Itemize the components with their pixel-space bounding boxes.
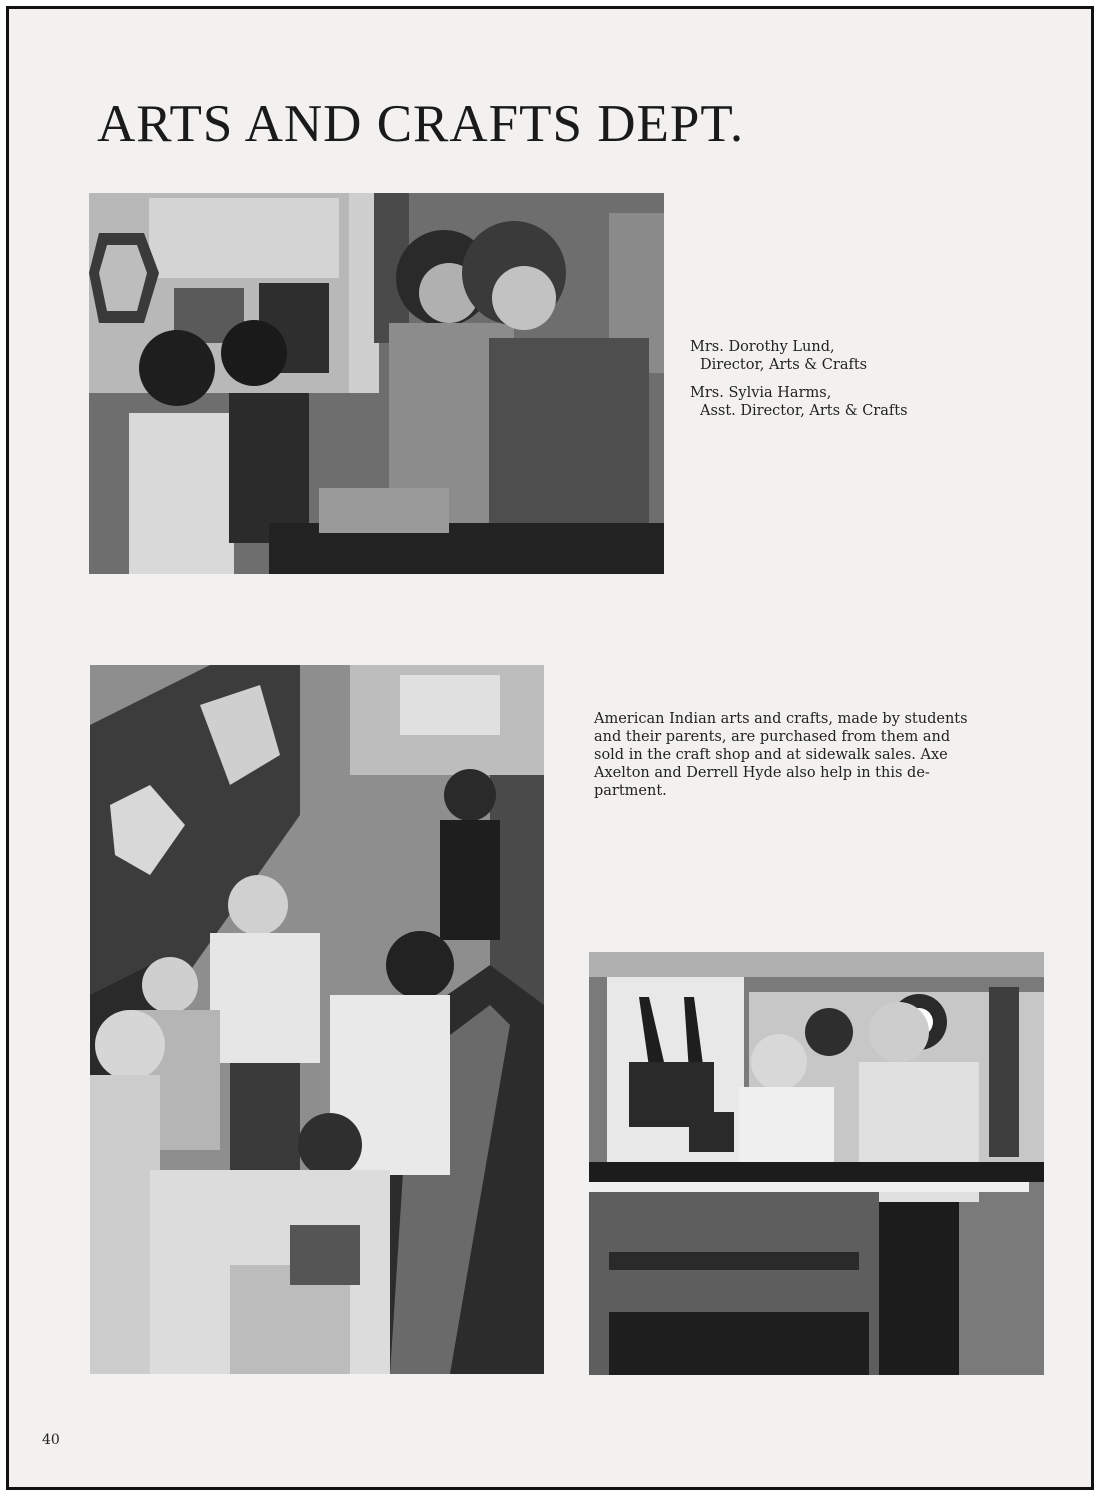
description-line: Axelton and Derrell Hyde also help in this de- [594,765,930,781]
description-line: partment. [594,783,667,799]
staff-entry-director [690,338,1020,374]
description-line: American Indian arts and crafts, made by students [594,711,968,727]
staff-entry-assistant-director [690,384,1020,420]
staff-name: Mrs. Sylvia Harms, [690,385,832,401]
photo-beadwork-lesson [89,193,664,574]
staff-role: Asst. Director, Arts & Crafts [700,403,908,419]
photo-craft-shop [589,952,1044,1375]
description-line: sold in the craft shop and at sidewalk sales. Axe [594,747,948,763]
description-line: and their parents, are purchased from them and [594,729,951,745]
staff-name: Mrs. Dorothy Lund, [690,339,835,355]
department-description [594,710,1024,800]
page-number: 40 [42,1432,60,1448]
staff-captions [690,338,1020,430]
staff-role: Director, Arts & Crafts [700,357,868,373]
page-title: ARTS AND CRAFTS DEPT. [97,95,745,153]
photo-sidewalk-sale [90,665,544,1374]
